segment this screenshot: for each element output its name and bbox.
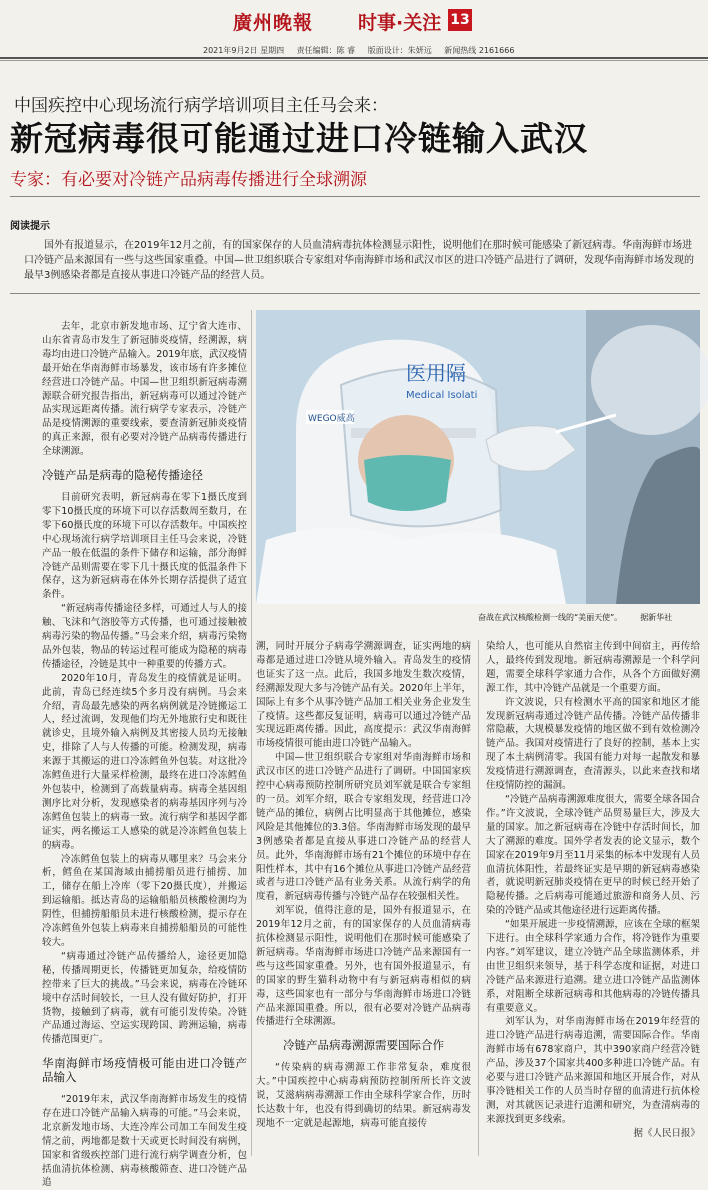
top-rule bbox=[0, 57, 708, 59]
paragraph: 染给人，也可能从自然宿主传到中间宿主，再传给人，最终传到发现地。新冠病毒溯源是一个科学问题，需要全球科学家通力合作，从各个方面做好溯源工作，其中冷链产品就是一个重要方面。 bbox=[486, 641, 700, 694]
helmet-brand-text: WEGO威高 bbox=[308, 414, 355, 424]
paragraph: “传染病的病毒溯源工作非常复杂，难度很大。”中国疾控中心病毒病预防控制所所长许文波说，艾滋病病毒溯源工作由全球科学家合作，历时长达数十年，也没有得到确切的结果。新冠病毒发现地不一定就是起源地，病毒可能直接传 bbox=[256, 1062, 471, 1129]
caption-text: 奋战在武汉核酸检测一线的“美丽天使”。 bbox=[478, 613, 623, 622]
paragraph: 溯，同时开展分子病毒学溯源调查，证实两地的病毒都是通过进口冷链从境外输入。青岛发生的疫情也证实了这一点。此后，我国多地发生数次疫情，经溯源发现大多与冷链产品有关。2020年上半年，国际上有多个从事冷链产品加工相关业务企业发生了疫情。这些都反复证明，病毒可以通过冷链产品实现远距离传播。因此，高度提示：武汉华南海鲜市场疫情很可能由进口冷链产品输入。 bbox=[256, 641, 471, 750]
paragraph: “病毒通过冷链产品传播给人，途径更加隐秘，传播周期更长，传播链更加复杂，给疫情防控带来了巨大的挑战。”马会来说，病毒在冷链环境中存活时间较长，一旦人没有做好防护，打开货物，接触到了病毒，就有可能引发传染。冷链产品通过海运、空运实现跨国、跨洲运输，病毒传播范围更广。 bbox=[42, 950, 247, 1046]
column-divider bbox=[251, 310, 252, 1156]
paragraph: 刘军说，值得注意的是，国外有报道显示，在2019年12月之前，有的国家保存的人员血清病毒抗体检测显示阳性，说明他们在那时候可能感染了新冠病毒。华南海鲜市场进口冷链产品来源国有一些与这些国家重叠。另外，也有国外报道显示，有的国家的野生猫科动物中有与新冠病毒相似的病毒，这些国家也有一部分与华南海鲜市场进口冷链产品来源国重叠。所以，很有必要对冷链产品病毒传播进行全球溯源。 bbox=[256, 905, 471, 1028]
paper-name: 廣州晚報 bbox=[233, 12, 314, 34]
article-source: 据《人民日报》 bbox=[633, 1127, 700, 1139]
shield-text-cn: 医用隔 bbox=[406, 361, 466, 385]
section-name: 时事·关注 bbox=[358, 12, 442, 34]
issue-meta bbox=[203, 45, 524, 56]
column-divider bbox=[478, 640, 479, 1156]
subheading: 冷链产品病毒溯源需要国际合作 bbox=[283, 1038, 444, 1053]
article-column-1 bbox=[42, 320, 247, 1189]
paragraph: 2020年10月，青岛发生的疫情就是证明。此前，青岛已经连续5个多月没有病例。马会来介绍，青岛最先感染的两名病例就是冷链搬运工人，经过流调，发现他们均无外地旅行史和既往就诊史，且境外输入病例及其密接人员均无接触史，排除了人与人传播的可能。检测发现，病毒来源于其搬运的进口冷冻鳕鱼外包装。对这批冷冻鳕鱼进行大量采样检测，最终在进口冷冻鳕鱼外包装中，检测到了高载量病毒。病毒全基因组测序比对分析，发现感染者的病毒基因序列与冷冻鳕鱼包装上的病毒一致。流行病学和基因学都证实，两名搬运工人感染的就是冷冻鳕鱼包装上的病毒。 bbox=[42, 672, 247, 851]
news-photo bbox=[256, 310, 700, 604]
photo-illustration bbox=[256, 310, 700, 604]
article-column-2 bbox=[256, 640, 471, 1156]
photo-credit: 据新华社 bbox=[640, 613, 673, 622]
surgical-mask bbox=[364, 455, 451, 511]
subheading: 华南海鲜市场疫情极可能由进口冷链产品输入 bbox=[42, 1056, 247, 1085]
lead-rule bbox=[10, 293, 700, 294]
protective-suit bbox=[256, 528, 566, 605]
issue-date: 2021年9月2日 星期四 bbox=[203, 46, 285, 55]
paragraph: 许文波说，只有检测水平高的国家和地区才能发现新冠病毒通过冷链产品传播。冷链产品传播非常隐蔽，大规模暴发疫情的地区做不到有效检测冷链产品。我国对疫情进行了良好的控制，基本上实现了本土病例清零。我国有能力对每一起散发和暴发疫情进行溯源调查，查清源头，以此来查找和堵住疫情防控的漏洞。 bbox=[486, 696, 700, 792]
article-subhead: 专家：有必要对冷链产品病毒传播进行全球溯源 bbox=[10, 170, 367, 190]
paragraph: “2019年末，武汉华南海鲜市场发生的疫情存在进口冷链产品输入病毒的可能。”马会来说，北京新发地市场、大连冷库公司加工车间发生疫情之前，两地都是数十天或更长时间没有病例，国家和省级疾控部门进行流行病学调查分析，包括血清抗体检测、病毒核酸筛查、进口冷链产品追 bbox=[42, 1094, 247, 1189]
photo-caption bbox=[478, 612, 672, 623]
article-column-3 bbox=[486, 640, 700, 1156]
news-hotline: 新闻热线 2161666 bbox=[444, 46, 515, 55]
designer-credit: 版面设计：朱妍远 bbox=[367, 46, 432, 55]
article-kicker: 中国疾控中心现场流行病学培训项目主任马会来： bbox=[14, 96, 388, 116]
subheading: 冷链产品是病毒的隐秘传播途径 bbox=[42, 468, 203, 483]
headline-rule bbox=[10, 196, 700, 197]
paragraph: 中国—世卫组织联合专家组对华南海鲜市场和武汉市区的进口冷链产品进行了调研。中国国家疾控中心病毒预防控制所研究员刘军就是联合专家组的一员。刘军介绍，联合专家组发现，经营进口冷链产品的摊位，病例占比明显高于其他摊位，感染风险是其他摊位的3.3倍。华南海鲜市场发现的最早3例感染者都是直接从事进口冷链产品的经营人员。此外，华南海鲜市场有21个摊位的环境中存在阳性样本，其中有16个摊位从事进口冷链产品经营或者与进口冷链产品有业务关系。从流行病学的角度看，新冠病毒传播与冷链产品存在较强相关性。 bbox=[256, 752, 471, 903]
paragraph: “如果开展进一步疫情溯源，应该在全球的框架下进行。由全球科学家通力合作，将冷链作为重要内容。”刘军建议，建立冷链产品全球监测体系，并由世卫组织来领导，基于科学态度和证据，对进口冷链产品来源进行追溯。建立进口冷链产品监测体系，对阻断全球新冠病毒和其他病毒的冷链传播具有重要意义。 bbox=[486, 919, 700, 1014]
paragraph: 目前研究表明，新冠病毒在零下1摄氏度到零下10摄氏度的环境下可以存活数周至数月，在零下60摄氏度的环境下可以存活数年。中国疾控中心现场流行病学培训项目主任马会来说，冷链产品一般在低温的条件下储存和运输，部分海鲜冷链产品则需要在零下几十摄氏度的低温条件下保存，这为新冠病毒在体外长期存活提供了适宜条件。 bbox=[42, 491, 247, 601]
masthead bbox=[0, 0, 708, 44]
paragraph: “冷链产品病毒溯源难度很大，需要全球各国合作。”许文波说，全球冷链产品贸易量巨大，涉及大量的国家。加之新冠病毒在冷链中存活时间长，加大了溯源的难度。国外学者发表的论文显示，数个国家在2019年9月至11月采集的标本中发现有人员血清抗体阳性，若最终证实是早期的新冠病毒感染者，就说明新冠肺炎疫情在更早的时候已经开始了隐秘传播。之后病毒可能通过旅游和商务人员、污染的冷链产品或其他途径进行远距离传播。 bbox=[486, 793, 700, 917]
paragraph: 去年，北京市新发地市场、辽宁省大连市、山东省青岛市发生了新冠肺炎疫情，经溯源，病毒均由进口冷链产品输入。2019年底，武汉疫情最开始在华南海鲜市场暴发，该市场有许多摊位经营进口冷链产品。中国—世卫组织新冠病毒溯源联合研究报告指出，新冠病毒可以通过冷链产品实现远距离传播。流行病学专家表示，冷链产品是疫情溯源的重要线索，要查清新冠肺炎疫情的真正来源，很有必要对冷链产品病毒传播进行全球溯源。 bbox=[42, 321, 247, 458]
paragraph: “新冠病毒传播途径多样，可通过人与人的接触、飞沫和气溶胶等方式传播，也可通过接触被病毒污染的物品传播。”马会来介绍，病毒污染物品外包装，物品的转运过程可能成为隐秘的病毒传播途径，冷链是其中一种重要的传播方式。 bbox=[42, 603, 247, 670]
article-headline: 新冠病毒很可能通过进口冷链输入武汉 bbox=[10, 119, 588, 158]
lead-label: 阅读提示 bbox=[10, 221, 50, 232]
lead-text: 国外有报道显示，在2019年12月之前，有的国家保存的人员血清病毒抗体检测显示阳性，说明他们在那时候可能感染了新冠病毒。华南海鲜市场进口冷链产品来源国有一些与这些国家重叠。中国—世卫组织联合专家组对华南海鲜市场和武汉市区的进口冷链产品进行了调研，发现华南海鲜市场发现的最早3例感染者都是直接从事进口冷链产品的经营人员。 bbox=[24, 240, 694, 281]
editor-credit: 责任编辑：陈 睿 bbox=[296, 46, 356, 55]
paragraph: 冷冻鳕鱼包装上的病毒从哪里来？马会来分析，鳕鱼在某国海域由捕捞船员进行捕捞、加工，储存在船上冷库（零下20摄氏度），并搬运到运输船。抵达青岛的运输船船员核酸检测均为阴性，但捕捞船船员未进行核酸检测，提示存在冷冻鳕鱼外包装上病毒来自捕捞船船员的可能性较大。 bbox=[42, 853, 247, 948]
shield-text-en: Medical Isolati bbox=[406, 390, 478, 401]
top-rule-thin bbox=[0, 60, 708, 61]
page-number-badge: 13 bbox=[448, 9, 472, 31]
paragraph: 刘军认为，对华南海鲜市场在2019年经营的进口冷链产品进行病毒追溯，需要国际合作。华南海鲜市场有678家商户，其中390家商户经营冷链产品，涉及37个国家共400多种进口冷链产品。有必要与进口冷链产品来源国和地区开展合作，对从事冷链相关工作的人员当时存留的血清进行抗体检测，对其就医记录进行追溯和研究，为查清病毒的来源找到更多线索。 bbox=[486, 1016, 700, 1125]
